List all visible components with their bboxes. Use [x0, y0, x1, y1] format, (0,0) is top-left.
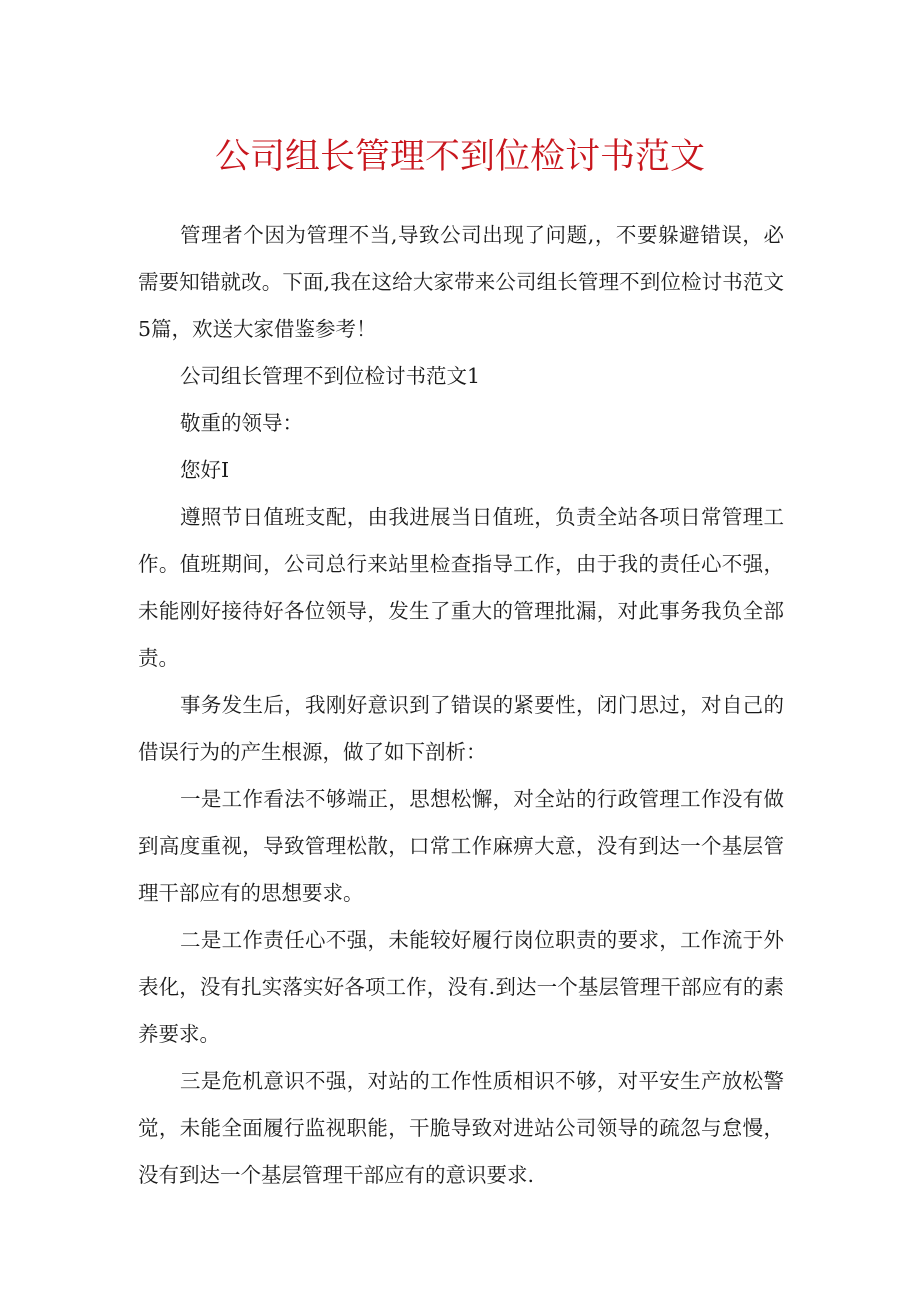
- body-paragraph: 二是工作责任心不强，未能较好履行岗位职责的要求，工作流于外表化，没有扎实落实好各项工作，没有.到达一个基层管理干部应有的素养要求。: [138, 928, 784, 1046]
- intro-paragraph: 管理者个因为管理不当,导致公司出现了问题,，不要躲避错误，必需要知错就改。下面,我在这给大家带来公司组长管理不到位检讨书范文5篇，欢送大家借鉴参考！: [138, 223, 784, 341]
- document-title: 公司组长管理不到位检讨书范文: [214, 137, 705, 177]
- greeting: 您好I: [180, 458, 230, 482]
- document-body: [138, 212, 784, 1199]
- body-paragraph: 三是危机意识不强，对站的工作性质相识不够，对平安生产放松警觉，未能全面履行监视职能，干脆导致对进站公司领导的疏忽与怠慢，没有到达一个基层管理干部应有的意识要求.: [138, 1069, 784, 1187]
- salutation: 敬重的领导：: [180, 411, 303, 435]
- section-heading: 公司组长管理不到位检讨书范文1: [180, 364, 481, 388]
- body-paragraph: 一是工作看法不够端正，思想松懈，对全站的行政管理工作没有做到高度重视，导致管理松散，口常工作麻痹大意，没有到达一个基层管理干部应有的思想要求。: [138, 787, 784, 905]
- body-paragraph: 事务发生后，我刚好意识到了错误的紧要性，闭门思过，对自己的借误行为的产生根源，做了如下剖析：: [138, 693, 784, 764]
- body-paragraph: 遵照节日值班支配，由我进展当日值班，负责全站各项日常管理工作。值班期间，公司总行来站里检查指导工作，由于我的责任心不强，未能刚好接待好各位领导，发生了重大的管理批漏，对此事务我负全部责。: [138, 505, 784, 670]
